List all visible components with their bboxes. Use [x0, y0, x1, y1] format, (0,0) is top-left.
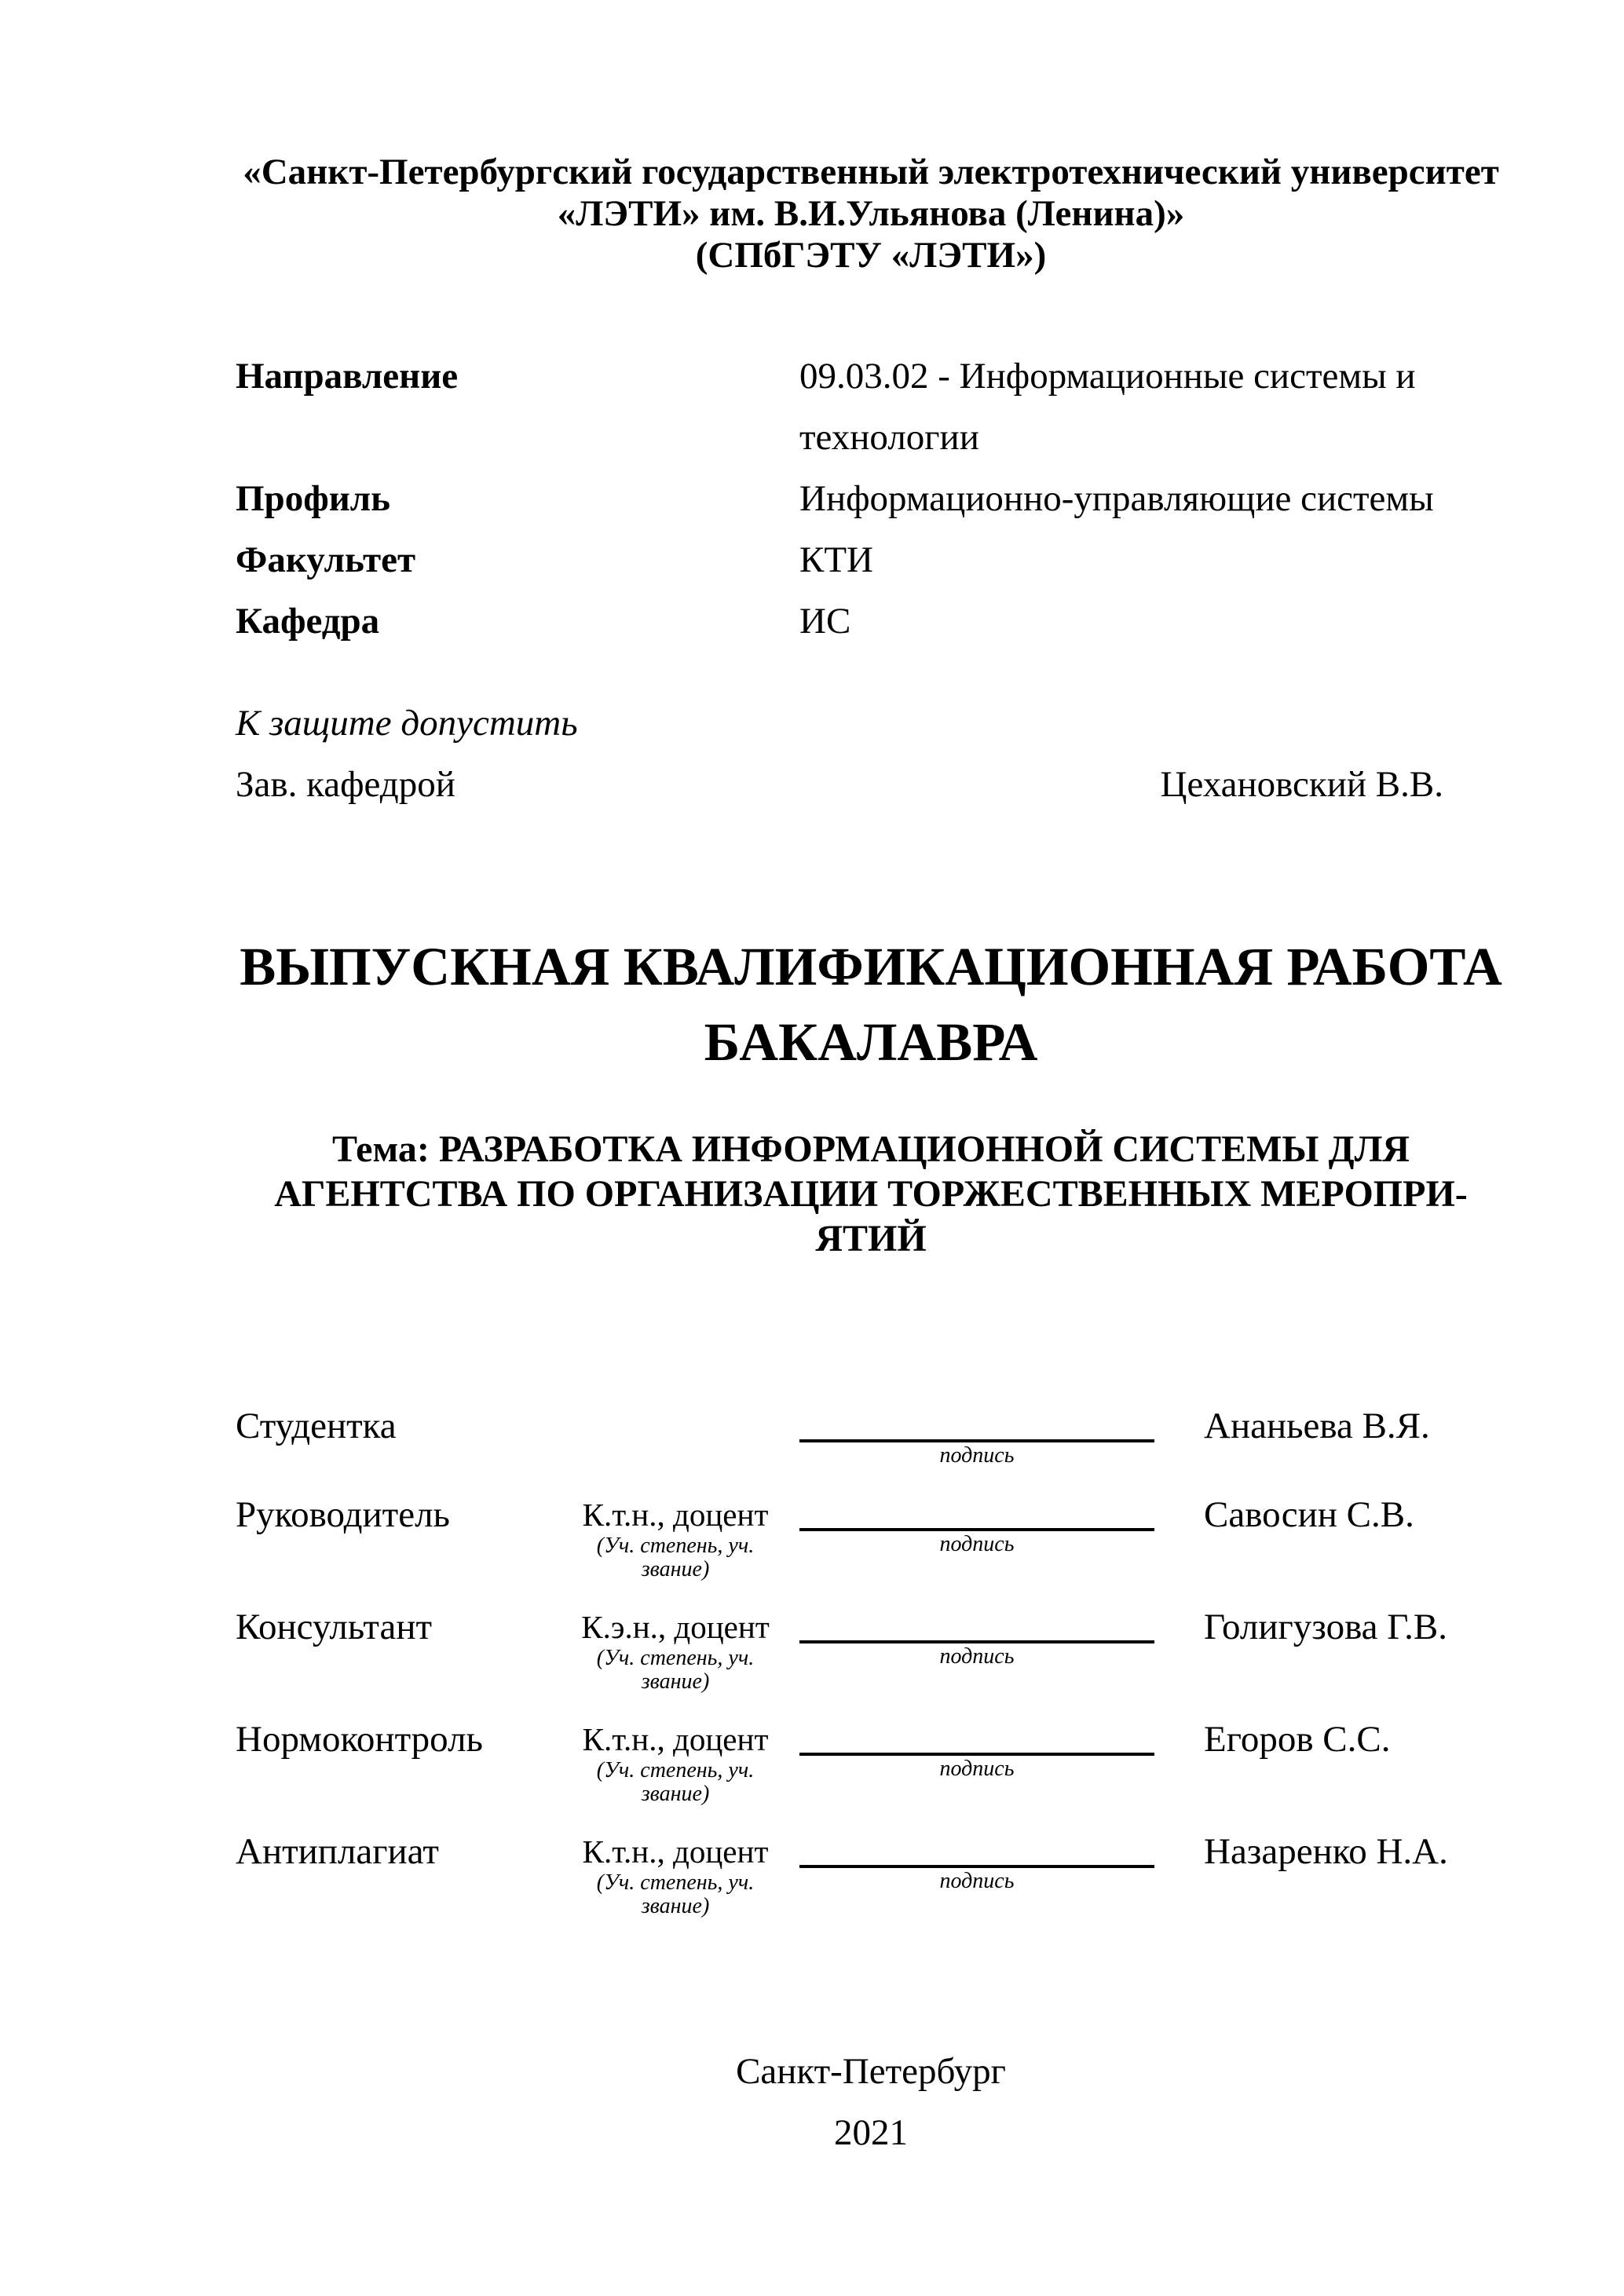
work-theme: [236, 1127, 1506, 1261]
degree-cell: [577, 1832, 774, 1918]
work-theme-line: АГЕНТСТВА ПО ОРГАНИЗАЦИИ ТОРЖЕСТВЕННЫХ МЕРОПРИ-: [274, 1173, 1468, 1215]
signature-line[interactable]: [799, 1495, 1154, 1531]
signer-name: Голигузова Г.В.: [1204, 1607, 1447, 1647]
signature-caption: подпись: [939, 1443, 1015, 1468]
signature-table: [236, 1406, 1506, 1918]
info-row-profile: [236, 468, 1506, 529]
signature-row-student: [236, 1406, 1506, 1469]
signature-line[interactable]: [799, 1832, 1154, 1868]
signature-line[interactable]: [799, 1406, 1154, 1442]
footer: [236, 2041, 1506, 2163]
signature-row-supervisor: [236, 1495, 1506, 1581]
signature-cell: [774, 1607, 1154, 1670]
signature-cell: [774, 1406, 1154, 1469]
signature-cell: [774, 1495, 1154, 1558]
university-name-line: «Санкт-Петербургский государственный электротехнический университет: [243, 152, 1499, 192]
profile-label: Профиль: [236, 478, 391, 519]
degree-text: К.т.н., доцент: [582, 1497, 769, 1533]
signature-row-consultant: [236, 1607, 1506, 1694]
footer-city: Санкт-Петербург: [736, 2051, 1006, 2092]
signature-caption: подпись: [939, 1757, 1015, 1781]
degree-note: (Уч. степень, уч. звание): [596, 1870, 755, 1918]
work-theme-line: Тема: РАЗРАБОТКА ИНФОРМАЦИОННОЙ СИСТЕМЫ ДЛЯ: [331, 1128, 1410, 1170]
department-label: Кафедра: [236, 601, 380, 642]
program-info: [236, 345, 1506, 652]
university-header: [236, 152, 1506, 276]
degree-text: К.э.н., доцент: [581, 1609, 770, 1645]
direction-value: 09.03.02 - Информационные системы и технологии: [799, 356, 1416, 458]
role-label: Консультант: [236, 1607, 433, 1647]
signature-cell: [774, 1720, 1154, 1782]
work-title-line: БАКАЛАВРА: [704, 1012, 1038, 1072]
degree-cell: [577, 1495, 774, 1581]
signer-name: Савосин С.В.: [1204, 1494, 1414, 1535]
signature-caption: подпись: [939, 1869, 1015, 1893]
degree-text: К.т.н., доцент: [582, 1834, 769, 1870]
degree-cell: [577, 1607, 774, 1694]
signature-line[interactable]: [799, 1720, 1154, 1756]
role-label: Студентка: [236, 1406, 397, 1446]
signature-caption: подпись: [939, 1644, 1015, 1669]
department-value: ИС: [799, 601, 851, 642]
signature-cell: [774, 1832, 1154, 1895]
degree-note: (Уч. степень, уч. звание): [596, 1758, 755, 1806]
footer-year: 2021: [834, 2112, 908, 2153]
info-row-direction: [236, 345, 1506, 468]
degree-text: К.т.н., доцент: [582, 1721, 769, 1757]
degree-note: (Уч. степень, уч. звание): [596, 1534, 755, 1581]
head-of-department-name: Цехановский В.В.: [1160, 764, 1443, 805]
work-theme-line: ЯТИЙ: [815, 1218, 927, 1260]
admission-phrase: К защите допустить: [236, 703, 578, 744]
university-abbreviation: (СПбГЭТУ «ЛЭТИ»): [695, 235, 1047, 276]
role-label: Антиплагиат: [236, 1831, 439, 1872]
head-of-department-label: Зав. кафедрой: [236, 764, 455, 805]
work-title-line: ВЫПУСКНАЯ КВАЛИФИКАЦИОННАЯ РАБОТА: [240, 937, 1502, 996]
role-label: Нормоконтроль: [236, 1719, 483, 1760]
faculty-label: Факультет: [236, 539, 416, 580]
degree-note: (Уч. степень, уч. звание): [596, 1646, 755, 1694]
info-row-department: [236, 590, 1506, 652]
work-title: [236, 929, 1506, 1080]
signer-name: Егоров С.С.: [1204, 1719, 1391, 1760]
signer-name: Назаренко Н.А.: [1204, 1831, 1448, 1872]
role-label: Руководитель: [236, 1494, 450, 1535]
signer-name: Ананьева В.Я.: [1204, 1406, 1430, 1446]
degree-cell: [577, 1720, 774, 1806]
direction-label: Направление: [236, 356, 459, 397]
profile-value: Информационно-управляющие системы: [799, 478, 1434, 519]
info-row-faculty: [236, 529, 1506, 590]
signature-line[interactable]: [799, 1607, 1154, 1643]
faculty-value: КТИ: [799, 539, 873, 580]
approval-row: [236, 754, 1506, 815]
signature-row-antiplagiarism: [236, 1832, 1506, 1918]
university-name-line: «ЛЭТИ» им. В.И.Ульянова (Ленина)»: [557, 193, 1185, 234]
signature-row-normcontrol: [236, 1720, 1506, 1806]
signature-caption: подпись: [939, 1532, 1015, 1556]
